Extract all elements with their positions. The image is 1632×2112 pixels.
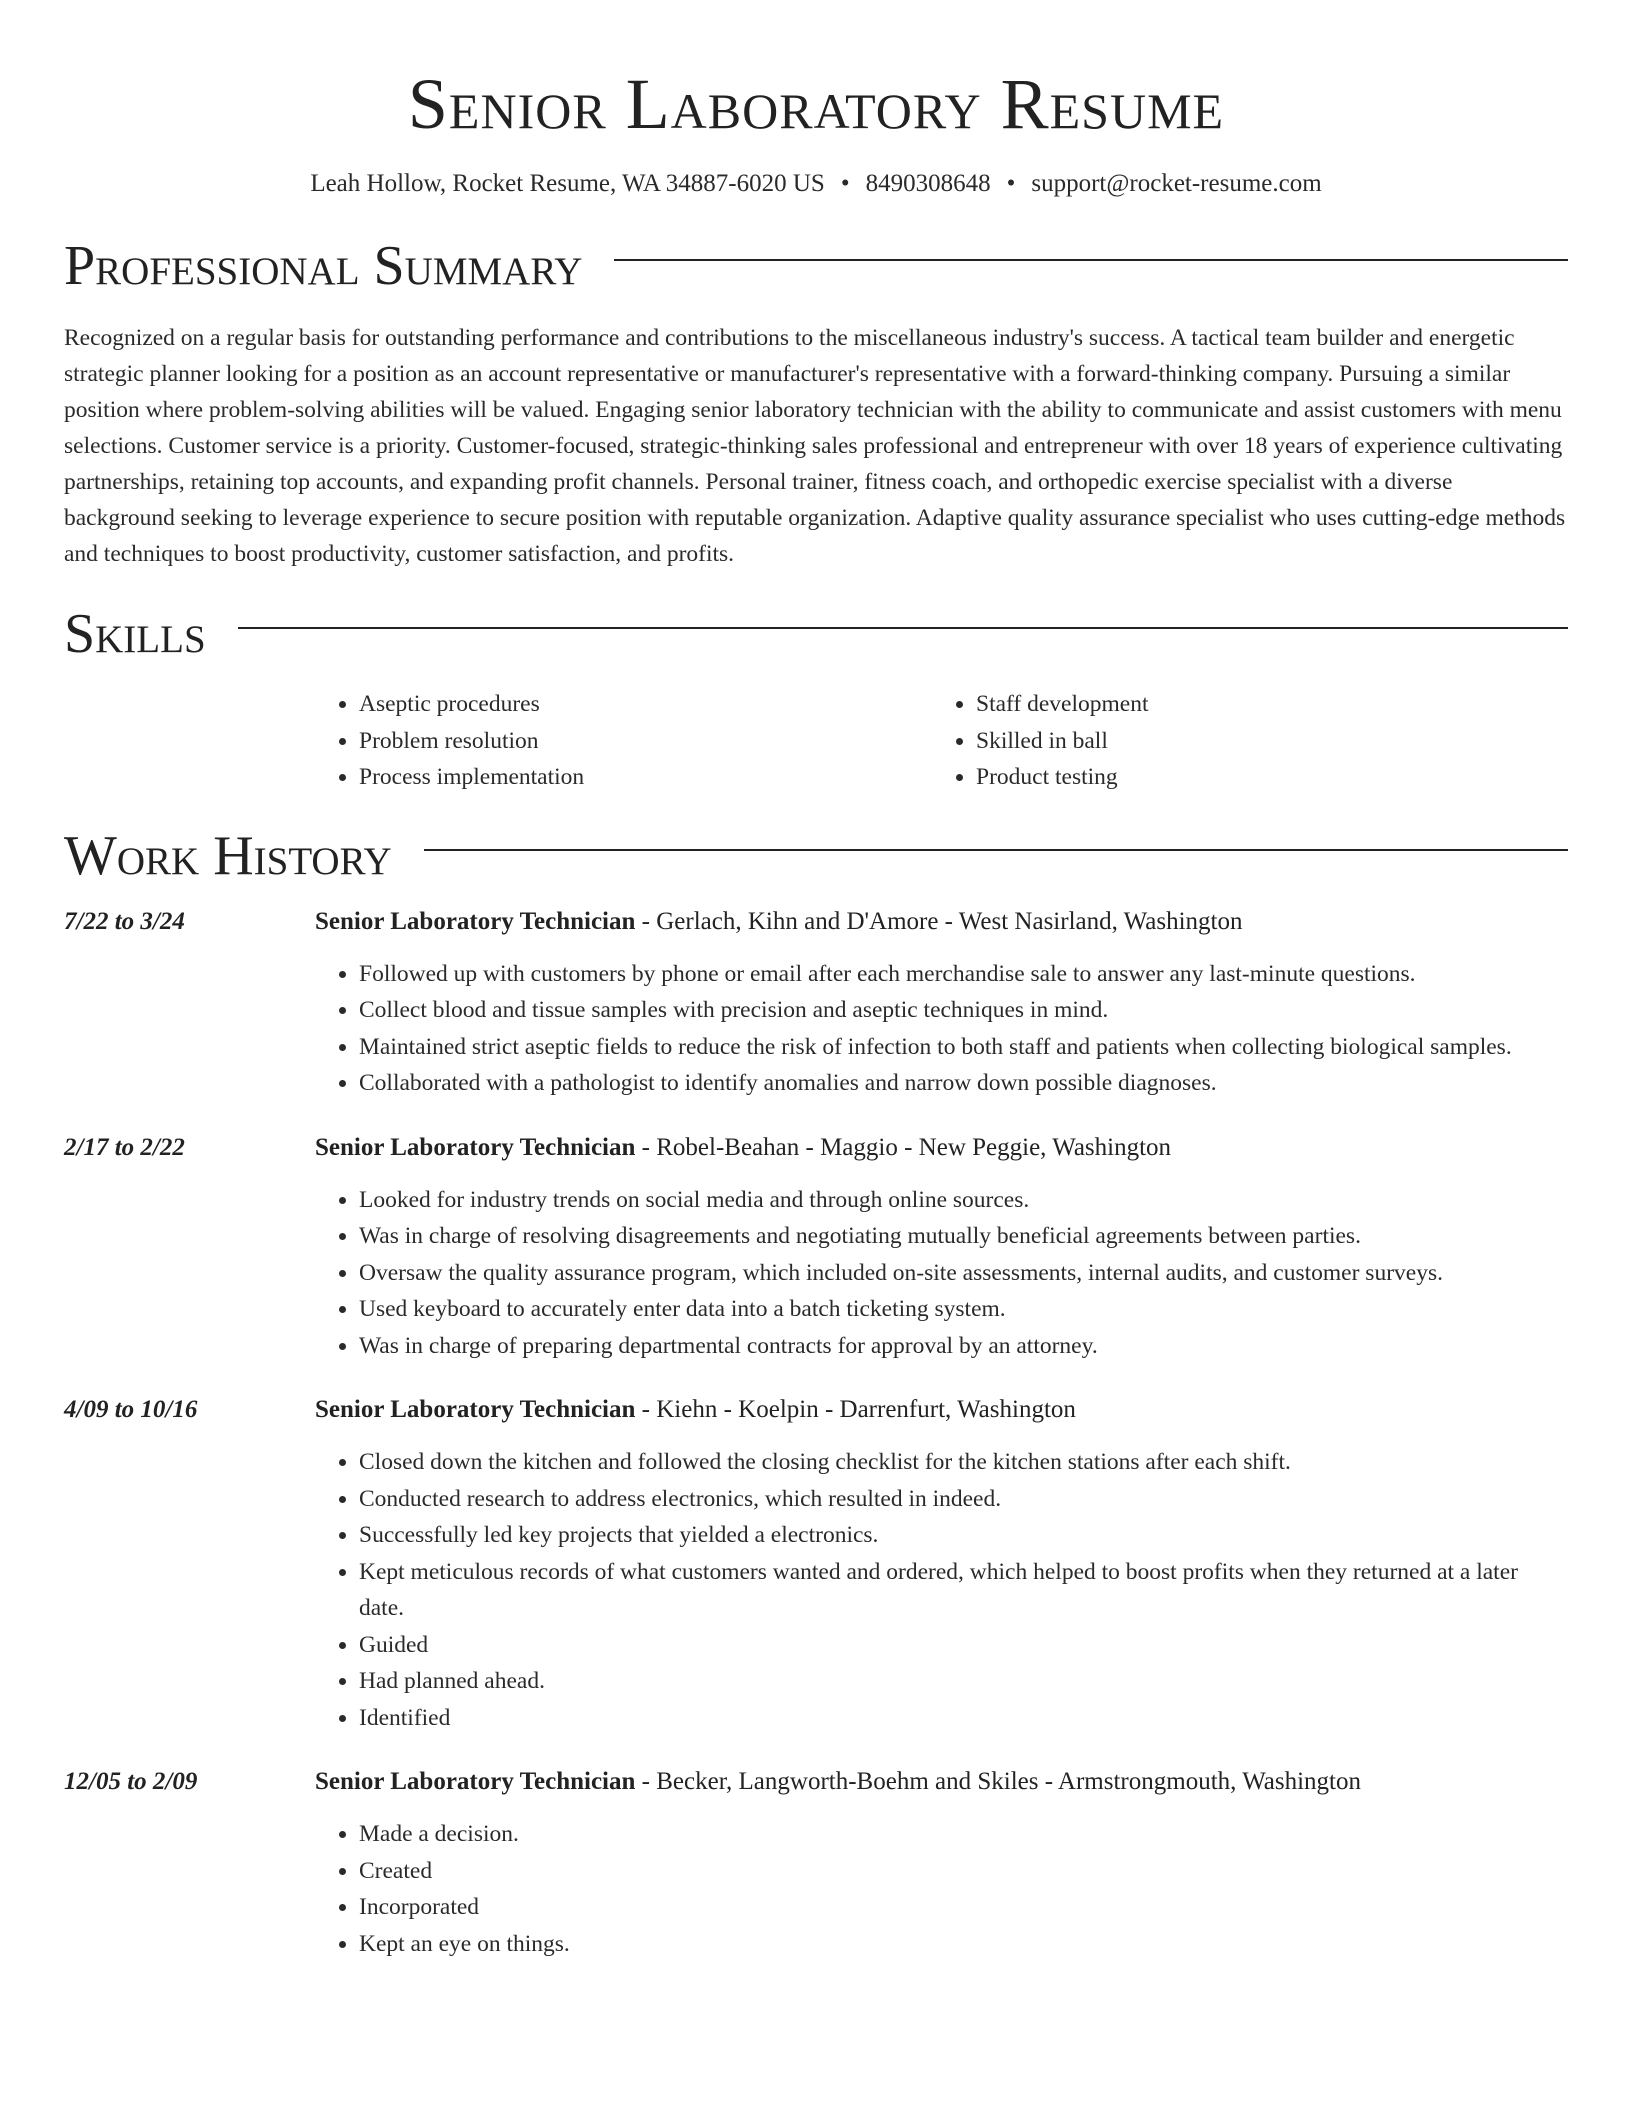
job-bullet: • Closed down the kitchen and followed the closing checklist for the kitchen stations after each shift.: [359, 1444, 1568, 1481]
job-bullet: • Maintained strict aseptic fields to reduce the risk of infection to both staff and patients when collecting biological samples.: [359, 1029, 1568, 1066]
job-title: Senior Laboratory Technician: [315, 907, 636, 935]
job-details: - Kiehn - Koelpin - Darrenfurt, Washington: [635, 1396, 1076, 1423]
job-bullet: • Was in charge of preparing departmental contracts for approval by an attorney.: [359, 1328, 1568, 1365]
skill-item: • Staff development: [976, 686, 1568, 723]
job-entry: [64, 1132, 1568, 1365]
job-entry: [64, 1394, 1568, 1736]
job-bullet: • Collaborated with a pathologist to identify anomalies and narrow down possible diagnoses.: [359, 1065, 1568, 1102]
job-heading: [315, 906, 1242, 938]
job-entry: [64, 1766, 1568, 1962]
job-header: [64, 906, 1568, 938]
skills-section-header: [64, 602, 1568, 666]
job-heading: [315, 1766, 1361, 1798]
job-bullet: • Identified: [359, 1700, 1568, 1737]
job-title: Senior Laboratory Technician: [315, 1396, 636, 1423]
resume-page: [64, 0, 1568, 1962]
job-heading: [315, 1132, 1171, 1164]
job-bullet: • Conducted research to address electronics, which resulted in indeed.: [359, 1481, 1568, 1518]
job-entry: [64, 906, 1568, 1102]
job-bullet: • Guided: [359, 1627, 1568, 1664]
job-header: [64, 1132, 1568, 1164]
contact-address: Leah Hollow, Rocket Resume, WA 34887-6020 US: [310, 170, 825, 197]
job-bullets: [315, 1816, 1568, 1962]
skills-list-right: [932, 686, 1568, 796]
job-bullet: • Oversaw the quality assurance program, which included on-site assessments, internal audits, and customer surveys.: [359, 1255, 1568, 1292]
job-header: [64, 1766, 1568, 1798]
section-divider: [614, 259, 1568, 261]
job-bullets: [315, 1182, 1568, 1365]
job-dates: 12/05 to 2/09: [64, 1768, 198, 1795]
job-heading: [315, 1394, 1076, 1426]
job-bullet: • Followed up with customers by phone or email after each merchandise sale to answer any last-minute questions.: [359, 956, 1568, 993]
job-title: Senior Laboratory Technician: [315, 1768, 636, 1795]
job-bullet: • Made a decision.: [359, 1816, 1568, 1853]
job-bullet: • Incorporated: [359, 1889, 1568, 1926]
job-bullets: [315, 1444, 1568, 1736]
job-header: [64, 1394, 1568, 1426]
summary-text: Recognized on a regular basis for outstanding performance and contributions to the miscellaneous industry's success. A tactical team builder and energetic strategic planner looking for a position as an account representative or manufacturer's representative with a forward-thinking company. Pursuing a similar position where problem-solving abilities will be valued. Engaging senior laboratory technician with the ability to communicate and assist customers with menu selections. Customer service is a priority. Customer-focused, strategic-thinking sales professional and entrepreneur with over 18 years of experience cultivating partnerships, retaining top accounts, and expanding profit channels. Personal trainer, fitness coach, and orthopedic exercise specialist with a diverse background seeking to leverage experience to secure position with reputable organization. Adaptive quality assurance specialist who uses cutting-edge methods and techniques to boost productivity, customer satisfaction, and profits.: [64, 325, 1566, 567]
contact-separator: •: [840, 170, 850, 197]
job-title: Senior Laboratory Technician: [315, 1133, 636, 1161]
job-bullets: [315, 956, 1568, 1102]
job-bullet: • Used keyboard to accurately enter data into a batch ticketing system.: [359, 1291, 1568, 1328]
section-divider: [424, 849, 1568, 851]
skill-item: • Problem resolution: [359, 723, 932, 760]
skill-item: • Product testing: [976, 759, 1568, 796]
job-details: - Gerlach, Kihn and D'Amore - West Nasirland, Washington: [635, 907, 1243, 935]
job-bullet: • Kept an eye on things.: [359, 1926, 1568, 1963]
skills-heading: Skills: [64, 603, 206, 665]
skill-item: • Aseptic procedures: [359, 686, 932, 723]
skills-list-left: [315, 686, 932, 796]
skills-grid: [315, 686, 1568, 796]
skill-item: • Skilled in ball: [976, 723, 1568, 760]
summary-heading: Professional Summary: [64, 235, 583, 297]
job-bullet: • Looked for industry trends on social media and through online sources.: [359, 1182, 1568, 1219]
job-bullet: • Was in charge of resolving disagreements and negotiating mutually beneficial agreements between parties.: [359, 1218, 1568, 1255]
skill-item: • Process implementation: [359, 759, 932, 796]
work-heading: Work History: [64, 824, 392, 887]
job-bullet: • Had planned ahead.: [359, 1663, 1568, 1700]
work-section-header: [64, 824, 1568, 888]
job-bullet: • Created: [359, 1853, 1568, 1890]
job-dates: 2/17 to 2/22: [64, 1133, 185, 1161]
contact-line: [64, 168, 1568, 200]
job-bullet: • Kept meticulous records of what customers wanted and ordered, which helped to boost profits when they returned at a later date.: [359, 1554, 1568, 1627]
section-divider: [238, 627, 1568, 629]
job-details: - Robel-Beahan - Maggio - New Peggie, Washington: [635, 1133, 1172, 1161]
job-dates: 4/09 to 10/16: [64, 1396, 198, 1423]
contact-phone: 8490308648: [865, 170, 991, 197]
job-bullet: • Collect blood and tissue samples with precision and aseptic techniques in mind.: [359, 992, 1568, 1029]
job-details: - Becker, Langworth-Boehm and Skiles - Armstrongmouth, Washington: [635, 1768, 1362, 1795]
summary-section-header: [64, 234, 1568, 298]
contact-email[interactable]: support@rocket-resume.com: [1031, 170, 1322, 197]
job-dates: 7/22 to 3/24: [64, 907, 185, 935]
job-bullet: • Successfully led key projects that yielded a electronics.: [359, 1517, 1568, 1554]
contact-separator: •: [1006, 170, 1016, 197]
resume-title: Senior Laboratory Resume: [407, 64, 1225, 144]
